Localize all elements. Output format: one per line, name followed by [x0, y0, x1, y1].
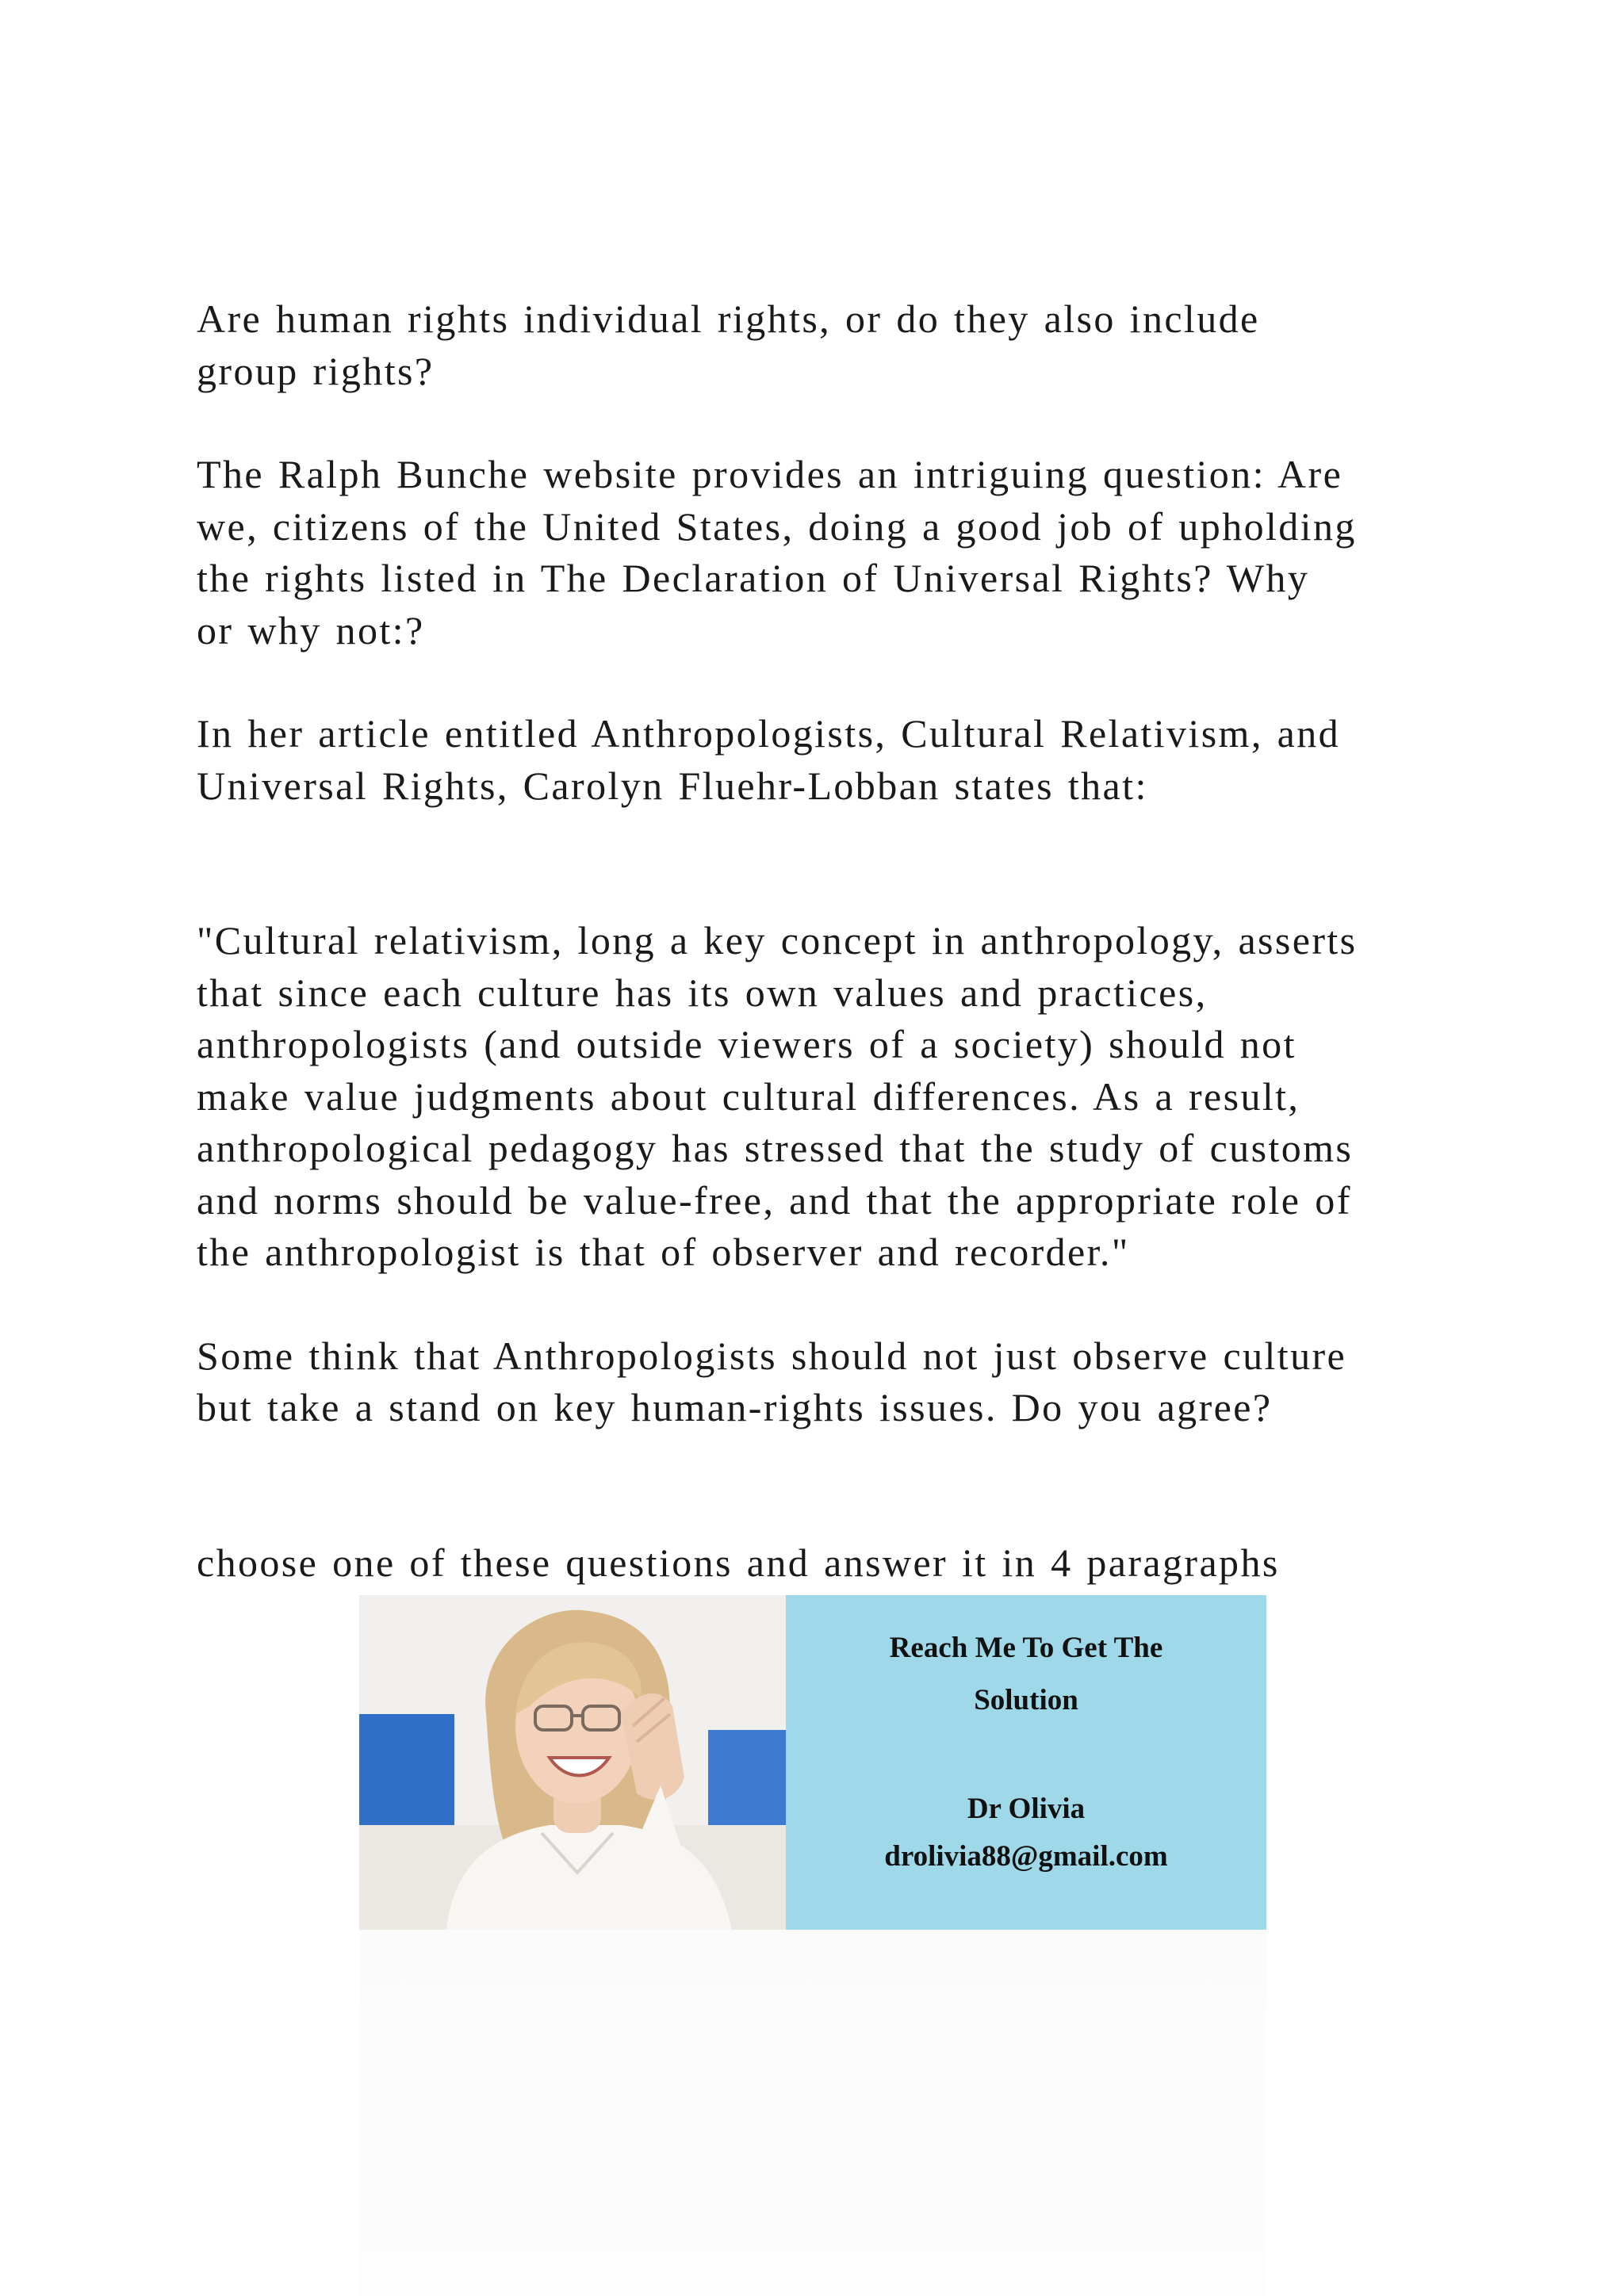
paragraph-instruction: choose one of these questions and answer it in 4 paragraphs — [197, 1540, 1280, 1585]
image-shadow-region — [359, 1930, 1266, 2296]
ad-headline: Reach Me To Get The Solution — [889, 1632, 1163, 1716]
paragraph-question-3: Some think that Anthropologists should not just observe culture but take a stand on key human-rights issues. Do you agree? — [197, 1333, 1347, 1429]
paragraph-spacer — [197, 1434, 1465, 1537]
paragraph-spacer — [197, 656, 1465, 708]
paragraph-question-2: The Ralph Bunche website provides an intriguing question: Are we, citizens of the United States, doing a good job of upholding the rights listed in The Declaration of Universal Rights? Why or why not:? — [197, 452, 1357, 652]
paragraph-question-1: Are human rights individual rights, or do they also include group rights? — [197, 297, 1260, 393]
paragraph-quote: "Cultural relativism, long a key concept in anthropology, asserts that since each culture has its own values and practices, anthropologists (and outside viewers of a society) should not make value judgments about cultural differences. As a result, anthropological pedagogy has stressed that the study of customs and norms should be value-free, and that the appropriate role of the anthropologist is that of observer and recorder." — [197, 918, 1358, 1274]
tutor-ad-banner — [359, 1595, 1266, 1930]
paragraph-spacer — [197, 397, 1465, 449]
tutor-email: drolivia88@gmail.com — [884, 1840, 1168, 1873]
paragraph-spacer — [197, 1279, 1465, 1330]
tutor-photo — [359, 1595, 786, 1930]
tutor-name: Dr Olivia — [967, 1793, 1086, 1825]
paragraph-article-intro: In her article entitled Anthropologists, Cultural Relativism, and Universal Rights, Carolyn Fluehr-Lobban states that: — [197, 711, 1341, 808]
document-body — [197, 293, 1465, 1589]
contact-card — [786, 1595, 1266, 1930]
woman-portrait-illustration — [359, 1595, 786, 1930]
paragraph-spacer — [197, 812, 1465, 915]
